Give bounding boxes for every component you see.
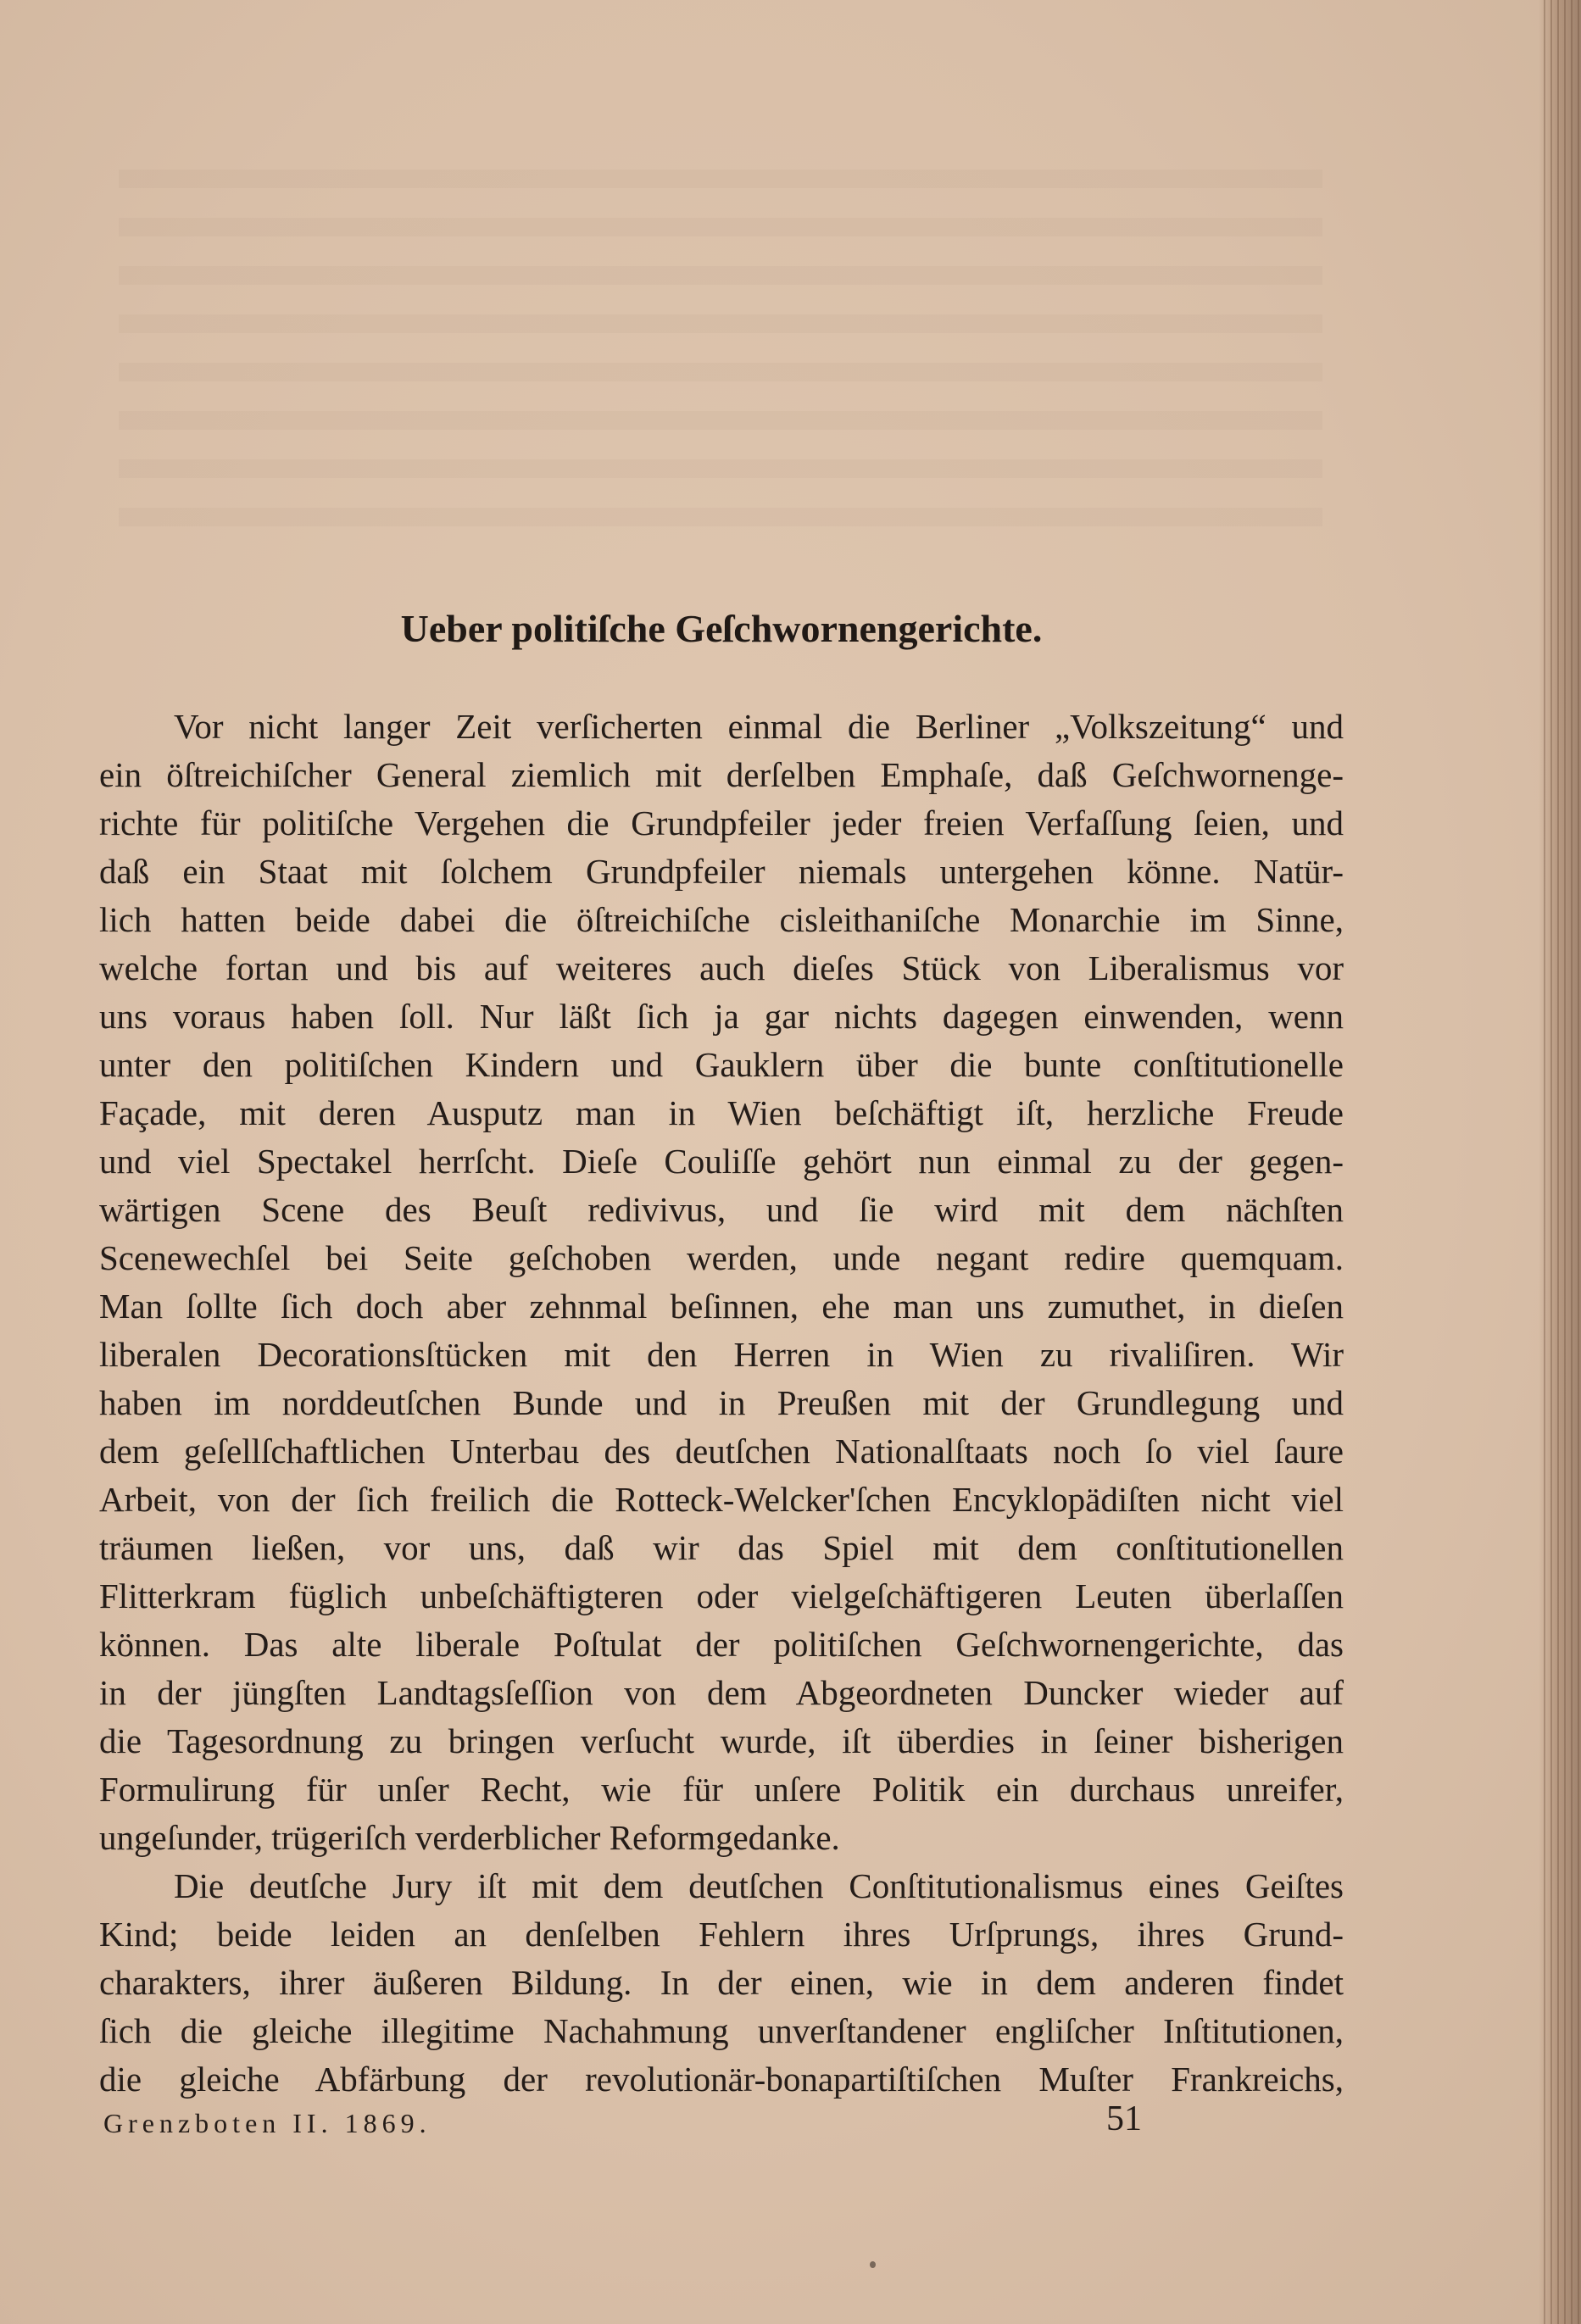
text-line: dem geſellſchaftlichen Unterbau des deutſchen Nationalſtaats noch ſo viel ſaure [99, 1432, 1344, 1471]
text-line: Vor nicht langer Zeit verſicherten einmal die Berliner „Volkszeitung“ und [174, 707, 1344, 746]
paragraph-1 [99, 703, 1344, 1862]
text-line: haben im norddeutſchen Bunde und in Preußen mit der Grundlegung und [99, 1383, 1344, 1422]
text-line: daß ein Staat mit ſolchem Grundpfeiler niemals untergehen könne. Natür- [99, 852, 1344, 891]
text-line: uns voraus haben ſoll. Nur läßt ſich ja gar nichts dagegen einwenden, wenn [99, 997, 1344, 1036]
text-line: ein öſtreichiſcher General ziemlich mit derſelben Emphaſe, daß Geſchwornenge- [99, 755, 1344, 794]
text-line: Façade, mit deren Ausputz man in Wien beſchäftigt iſt, herzliche Freude [99, 1093, 1344, 1132]
text-line: in der jüngſten Landtagsſeſſion von dem Abgeordneten Duncker wieder auf [99, 1673, 1344, 1712]
text-line: Arbeit, von der ſich freilich die Rotteck-Welcker'ſchen Encyklopädiſten nicht viel [99, 1480, 1344, 1519]
text-line: Formulirung für unſer Recht, wie für unſere Politik ein durchaus unreifer, [99, 1770, 1344, 1809]
text-line: können. Das alte liberale Poſtulat der politiſchen Geſchwornengerichte, das [99, 1625, 1344, 1664]
text-line: ungeſunder, trügeriſch verderblicher Reformgedanke. [99, 1818, 840, 1857]
text-line: Die deutſche Jury iſt mit dem deutſchen Conſtitutionalismus eines Geiſtes [174, 1866, 1344, 1905]
text-line: und viel Spectakel herrſcht. Dieſe Couliſſe gehört nun einmal zu der gegen- [99, 1142, 1344, 1181]
article-body [99, 703, 1344, 2104]
page-number: 51 [1106, 2099, 1142, 2138]
ink-spot [870, 2261, 876, 2268]
text-line: Scenewechſel bei Seite geſchoben werden, unde negant redire quemquam. [99, 1238, 1344, 1277]
text-line: wärtigen Scene des Beuſt redivivus, und ſie wird mit dem nächſten [99, 1190, 1344, 1229]
text-line: unter den politiſchen Kindern und Gauklern über die bunte conſtitutionelle [99, 1045, 1344, 1084]
text-line: Flitterkram füglich unbeſchäftigteren oder vielgeſchäftigeren Leuten überlaſſen [99, 1576, 1344, 1615]
text-line: die gleiche Abfärbung der revolutionär-bonapartiſtiſchen Muſter Frankreichs, [99, 2060, 1344, 2099]
article-title: Ueber politiſche Geſchwornengerichte. [400, 607, 1043, 650]
text-line: lich hatten beide dabei die öſtreichiſche cisleithaniſche Monarchie im Sinne, [99, 900, 1344, 939]
page-edge-stack [1539, 0, 1581, 2324]
paragraph-2 [99, 1862, 1344, 2104]
text-line: richte für politiſche Vergehen die Grundpfeiler jeder freien Verfaſſung ſeien, und [99, 803, 1344, 842]
text-line: charakters, ihrer äußeren Bildung. In der einen, wie in dem anderen findet [99, 1963, 1344, 2002]
text-line: die Tagesordnung zu bringen verſucht wurde, iſt überdies in ſeiner bisherigen [99, 1721, 1344, 1760]
show-through-texture [119, 144, 1322, 542]
text-line: liberalen Decorationsſtücken mit den Herren in Wien zu rivaliſiren. Wir [99, 1335, 1344, 1374]
journal-signature: Grenzboten II. 1869. [103, 2108, 431, 2138]
text-line: Man ſollte ſich doch aber zehnmal beſinnen, ehe man uns zumuthet, in dieſen [99, 1287, 1344, 1326]
text-line: ſich die gleiche illegitime Nachahmung unverſtandener engliſcher Inſtitutionen, [99, 2011, 1344, 2050]
text-line: welche fortan und bis auf weiteres auch dieſes Stück von Liberalismus vor [99, 948, 1344, 987]
text-line: träumen ließen, vor uns, daß wir das Spiel mit dem conſtitutionellen [99, 1528, 1344, 1567]
text-line: Kind; beide leiden an denſelben Fehlern ihres Urſprungs, ihres Grund- [99, 1915, 1344, 1954]
